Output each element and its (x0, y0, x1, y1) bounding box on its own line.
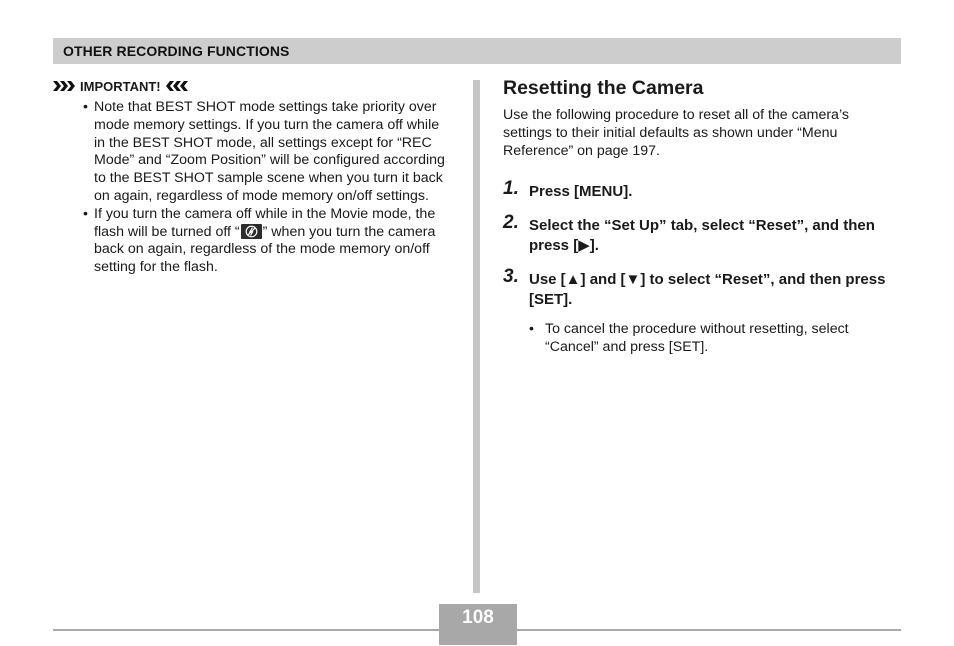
step-1 (503, 178, 888, 202)
step-number: 2. (503, 212, 519, 233)
step-text: Use [▲] and [▼] to select “Reset”, and then press [SET]. (529, 271, 886, 308)
page-number-box (439, 604, 517, 645)
step-3 (503, 266, 888, 310)
section-header-title: OTHER RECORDING FUNCTIONS (63, 43, 290, 59)
step-2 (503, 212, 888, 256)
bullet-text-before: If you turn the camera off while in the Movie mode, the flash will be turned off “ (94, 205, 436, 240)
step-number: 1. (503, 178, 519, 199)
step-text: Press [MENU]. (529, 183, 633, 200)
flash-off-icon (241, 224, 262, 239)
section-header-bar (53, 38, 901, 64)
list-item (83, 206, 448, 277)
important-bullet-list (53, 99, 448, 277)
important-heading (53, 77, 448, 95)
step-text: Select the “Set Up” tab, select “Reset”, and then press [▶]. (529, 217, 875, 254)
arrows-left-icon (166, 80, 188, 92)
list-item (83, 99, 448, 206)
important-label: IMPORTANT! (80, 78, 161, 94)
column-divider (473, 80, 480, 593)
page-number: 108 (462, 607, 494, 628)
bullet-text-after: ” when you turn the camera back on again, regardless of the mode memory on/off setting for the flash. (94, 223, 436, 276)
section-title: Resetting the Camera (503, 77, 704, 99)
step-number: 3. (503, 266, 519, 287)
section-intro: Use the following procedure to reset all of the camera’s settings to their initial defaults as shown under “Menu Reference” on page 197. (503, 107, 849, 159)
reset-procedure-column (503, 77, 888, 356)
list-item: • To cancel the procedure without resetting, select “Cancel” and press [SET]. (529, 320, 888, 356)
important-notes-column (53, 77, 448, 277)
arrows-right-icon (53, 80, 75, 92)
step-notes-list (529, 320, 888, 356)
bullet-text: Note that BEST SHOT mode settings take priority over mode memory settings. If you turn the camera off while in the BEST SHOT mode, all settings except for “REC Mode” and “Zoom Position” will be configured according to the BEST SHOT sample scene when you turn it back on again, regardless of mode memory on/off settings. (94, 99, 445, 204)
